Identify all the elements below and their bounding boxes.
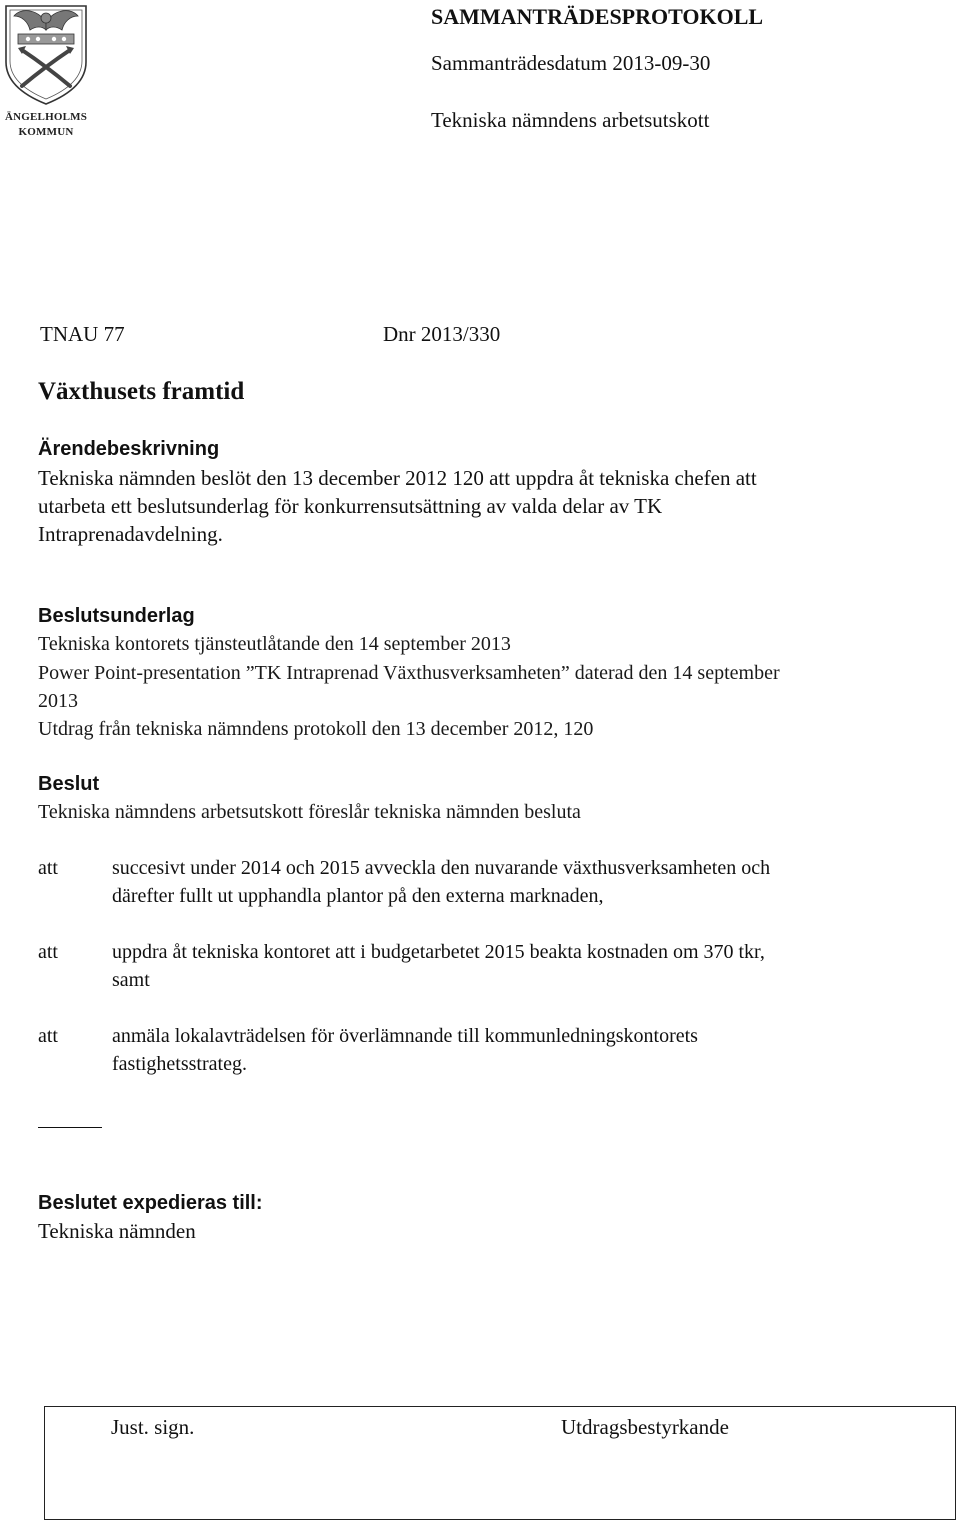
diary-number: Dnr 2013/330 <box>383 322 501 346</box>
att-marker: att <box>38 857 58 879</box>
case-paragraph: TNAU 77 <box>40 322 125 346</box>
beslutsunderlag-line: Tekniska kontorets tjänsteutlåtande den 14 september 2013 <box>38 633 511 655</box>
att-marker: att <box>38 941 58 963</box>
committee-name: Tekniska nämndens arbetsutskott <box>431 108 710 132</box>
decision-item-line: succesivt under 2014 och 2015 avveckla den nuvarande växthusverksamheten och <box>112 857 771 879</box>
section-heading-expediering: Beslutet expedieras till: <box>38 1192 263 1214</box>
section-heading-beslutsunderlag: Beslutsunderlag <box>38 605 195 627</box>
decision-item-line: därefter fullt ut upphandla plantor på den externa marknaden, <box>112 885 604 907</box>
just-sign-label: Just. sign. <box>111 1415 195 1439</box>
beslutsunderlag-line: Power Point-presentation ”TK Intraprenad Växthusverksamheten” daterad den 14 september <box>38 662 780 684</box>
expediering-recipient: Tekniska nämnden <box>38 1219 196 1243</box>
document-type-title: SAMMANTRÄDESPROTOKOLL <box>431 4 764 29</box>
att-marker: att <box>38 1025 58 1047</box>
arendebeskrivning-line: Tekniska nämnden beslöt den 13 december 2012 120 att uppdra åt tekniska chefen att <box>38 466 757 490</box>
decision-item-line: anmäla lokalavträdelsen för överlämnande till kommunledningskontorets <box>112 1025 698 1047</box>
arendebeskrivning-line: Intraprenadavdelning. <box>38 522 223 546</box>
beslut-intro: Tekniska nämndens arbetsutskott föreslår tekniska nämnden besluta <box>38 801 581 823</box>
beslutsunderlag-line: Utdrag från tekniska nämndens protokoll den 13 december 2012, 120 <box>38 718 594 740</box>
meeting-date: Sammanträdesdatum 2013-09-30 <box>431 51 711 75</box>
signature-box <box>44 1406 956 1520</box>
utdragsbestyrkande-label: Utdragsbestyrkande <box>561 1415 729 1439</box>
logo-text-line2: KOMMUN <box>18 126 74 138</box>
logo-text-line1: ÄNGELHOLMS <box>4 111 88 123</box>
municipality-crest-logo <box>0 0 92 110</box>
arendebeskrivning-line: utarbeta ett beslutsunderlag för konkurrensutsättning av valda delar av TK <box>38 494 663 518</box>
section-heading-beslut: Beslut <box>38 773 100 795</box>
decision-item-line: uppdra åt tekniska kontoret att i budgetarbetet 2015 beakta kostnaden om 370 tkr, <box>112 941 765 963</box>
case-title: Växthusets framtid <box>38 378 245 405</box>
section-divider <box>38 1127 102 1128</box>
decision-item-line: fastighetsstrateg. <box>112 1053 247 1075</box>
section-heading-arendebeskrivning: Ärendebeskrivning <box>38 438 220 460</box>
beslutsunderlag-line: 2013 <box>38 690 78 712</box>
decision-item-line: samt <box>112 969 150 991</box>
